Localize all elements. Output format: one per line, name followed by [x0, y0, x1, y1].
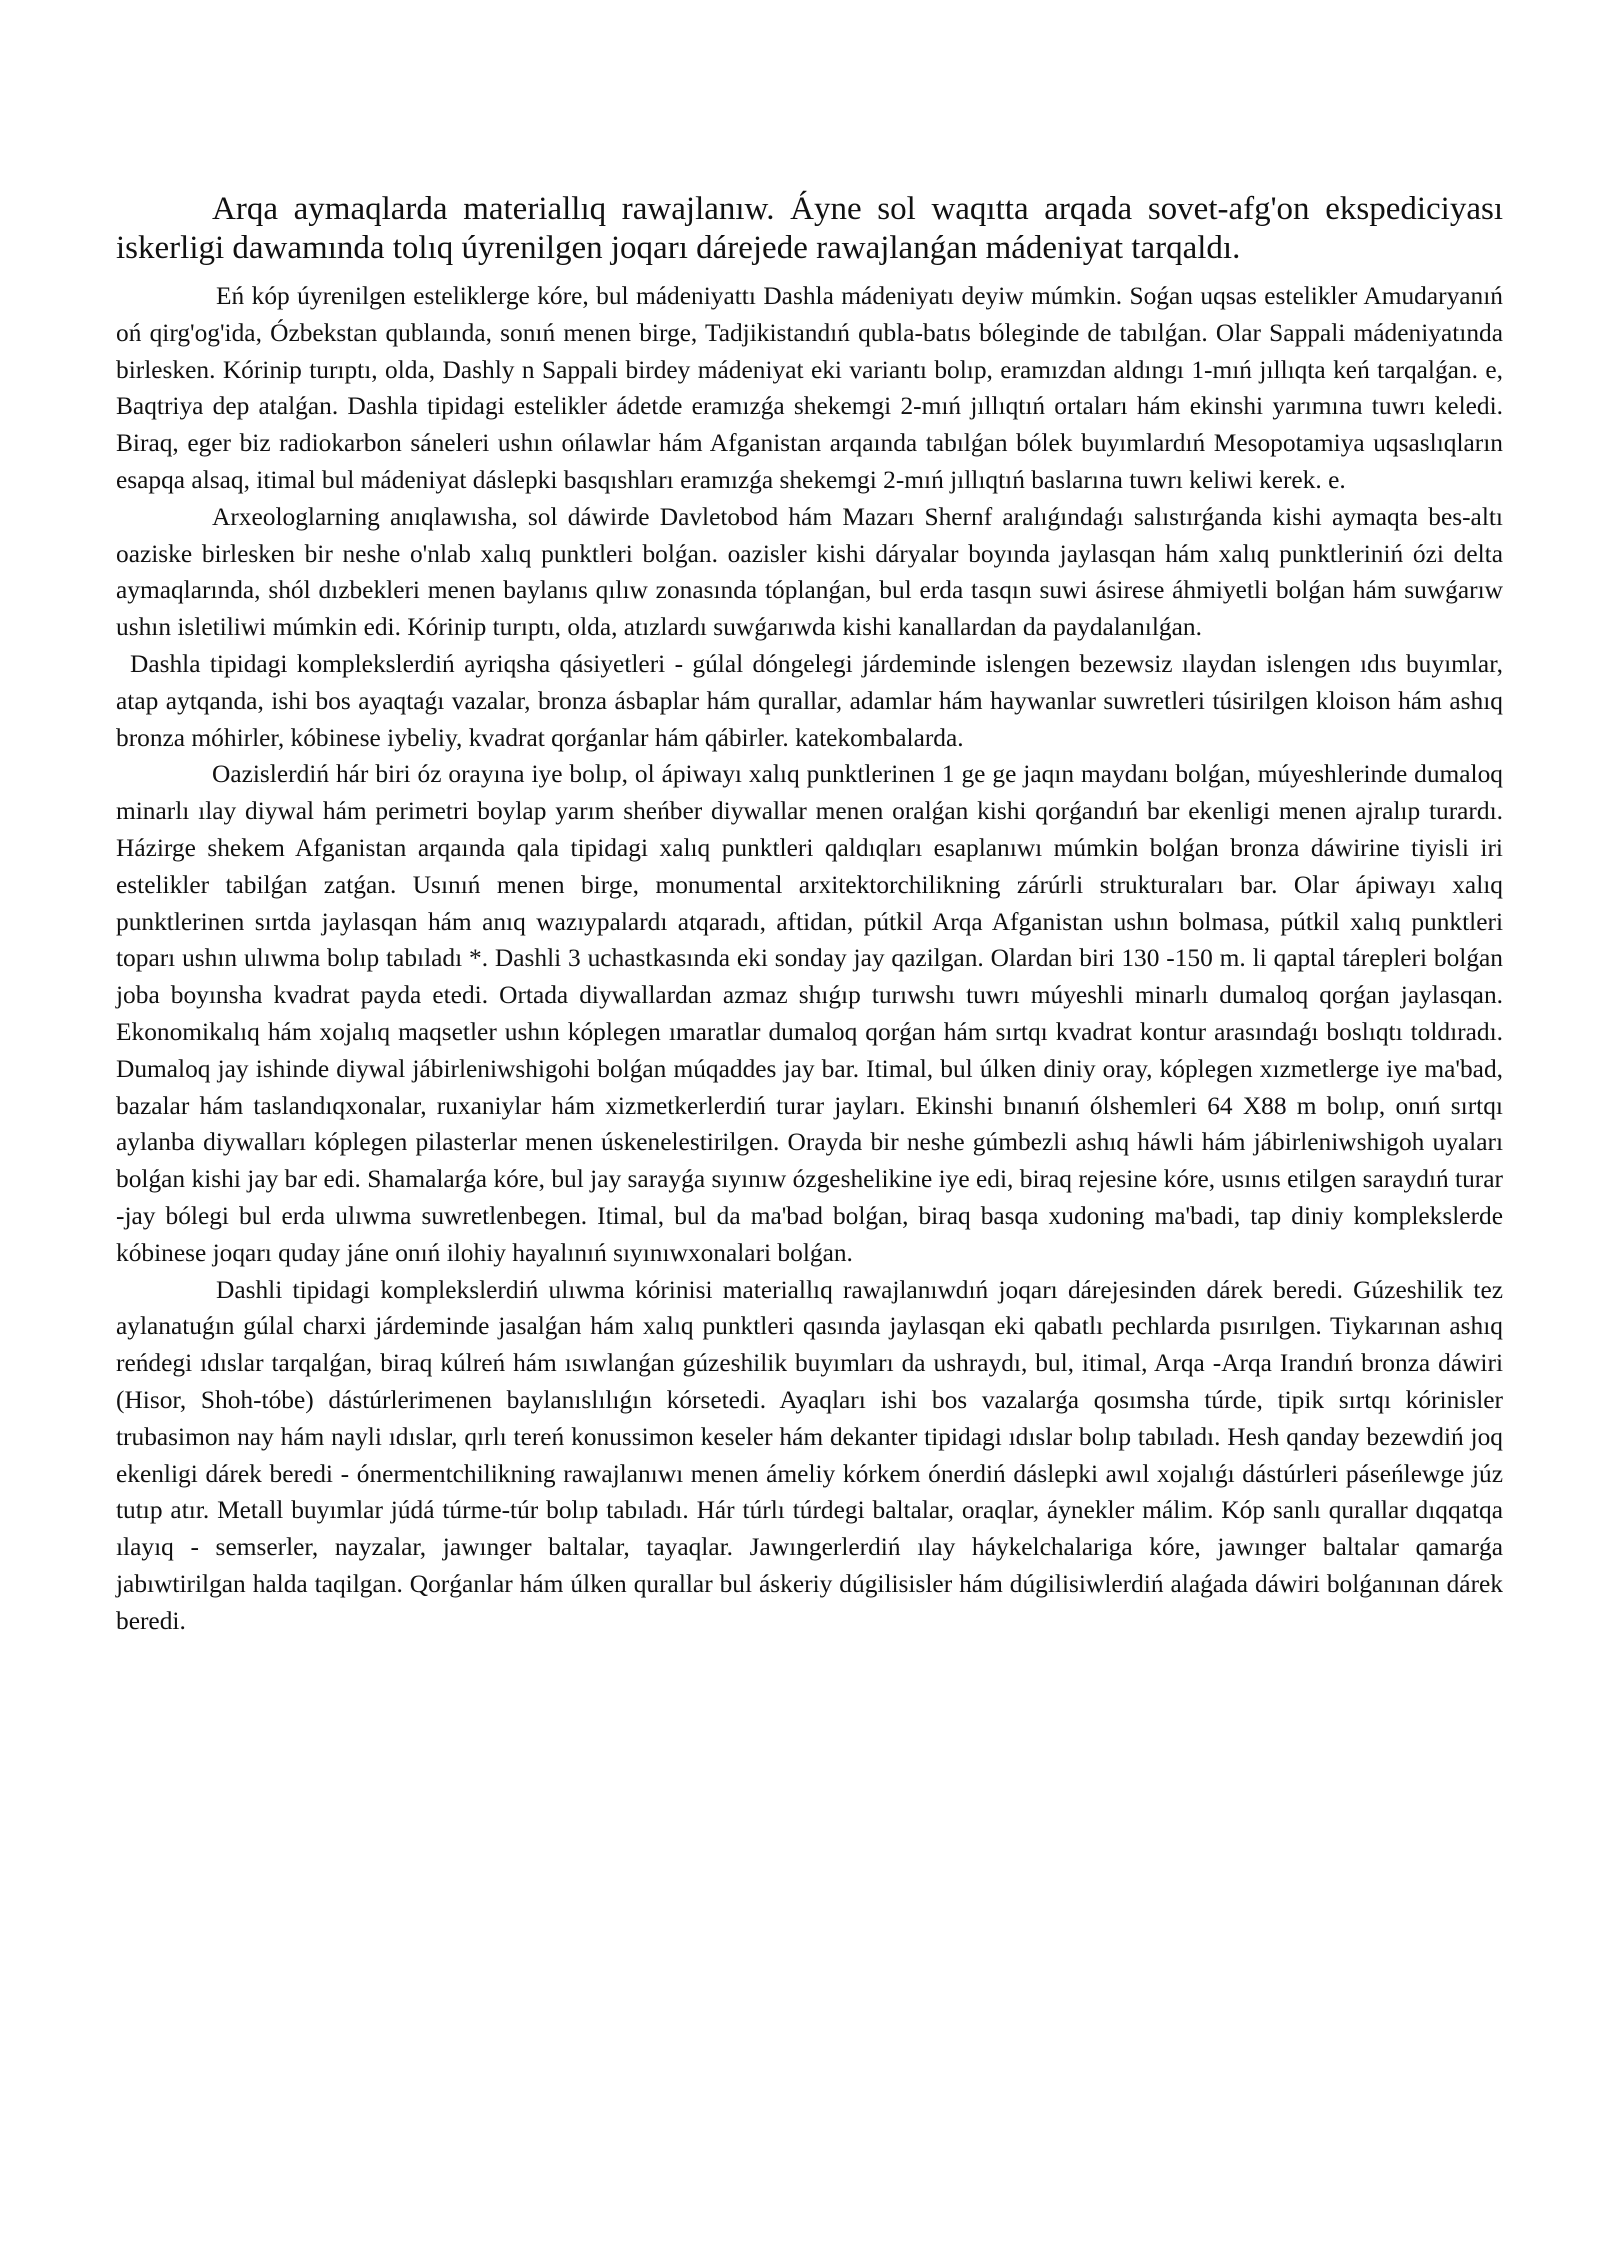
heading-paragraph: Arqa aymaqlarda materiallıq rawajlanıw. Áyne sol waqıtta arqada sovet-afg'on ekspediciyası iskerligi dawamında tolıq úyrenilgen joqarı dárejede rawajlanǵan mádeniyat tarqaldı. [116, 191, 1503, 266]
body-paragraph-general-view: Dashli tipidagi komplekslerdiń ulıwma kórinisi materiallıq rawajlanıwdıń joqarı dárejesinden dárek beredi. Gúzeshilik tez aylanatuǵın gúlal charxi járdeminde jasalǵan hám xalıq punktleri qasında jaylasqan eki qabatlı pechlarda pısırılgen. Tiykarınan ashıq reńdegi ıdıslar tarqalǵan, biraq kúlreń hám ısıwlanǵan gúzeshilik buyımları da ushraydı, bul, itimal, Arqa -Arqa Irandıń bronza dáwiri (Hisor, Shoh-tóbe) dástúrlerimenen baylanıslılıǵın kórsetedi. Ayaqları ishi bos vazalarǵa qosımsha túrde, tipik sırtqı kórinisler trubasimon nay hám nayli ıdıslar, qırlı tereń konussimon keseler hám dekanter tipidagi ıdıslar bolıp tabıladı. Hesh qanday bezewdiń joq ekenligi dárek beredi - ónermentchilikning rawajlanıwı menen ámeliy kórkem ónerdiń dáslepki awıl xojalıǵı dástúrleri páseńlewge júz tutıp atır. Metall buyımlar júdá túrme-túr bolıp tabıladı. Hár túrlı túrdegi baltalar, oraqlar, áynekler málim. Kóp sanlı qurallar dıqqatqa ılayıq - semserler, nayzalar, jawınger baltalar, tayaqlar. Jawıngerlerdiń ılay háykelchalariga kóre, jawınger baltalar qamarǵa jabıwtirilgan halda taqilgan. Qorǵanlar hám úlken qurallar bul áskeriy dúgilisisler hám dúgilisiwlerdiń alaǵada dáwiri bolǵanınan dárek beredi. [116, 1275, 1503, 1635]
document-page [116, 190, 1503, 1639]
body-paragraph-features: Dashla tipidagi komplekslerdiń ayriqsha qásiyetleri - gúlal dóngelegi járdeminde islengen bezewsiz ılaydan islengen ıdıs buyımlar, atap aytqanda, ishi bos ayaqtaǵı vazalar, bronza ásbaplar hám qurallar, adamlar hám haywanlar suwretleri túsirilgen kloison hám ashıq bronza móhirler, kóbinese iybeliy, kvadrat qorǵanlar hám qábirler. katekombalarda. [116, 649, 1503, 752]
body-paragraph-dashla-culture: Eń kóp úyrenilgen esteliklerge kóre, bul mádeniyattı Dashla mádeniyatı deyiw múmkin. Soǵan uqsas estelikler Amudaryanıń oń qirg'og'ida, Ózbekstan qublaında, sonıń menen birge, Tadjikistandıń qubla-batıs bóleginde de tabılǵan. Olar Sappali mádeniyatında birlesken. Kórinip turıptı, olda, Dashly n Sappali birdey mádeniyat eki variantı bolıp, eramızdan aldıngı 1-mıń jıllıqta keń tarqalǵan. e, Baqtriya dep atalǵan. Dashla tipidagi estelikler ádetde eramızǵa shekemgi 2-mıń jıllıqtıń ortaları hám ekinshi yarımına tuwrı keledi. Biraq, eger biz radiokarbon sáneleri ushın ońlawlar hám Afganistan arqaında tabılǵan bólek buyımlardıń Mesopotamiya uqsaslıqların esapqa alsaq, itimal bul mádeniyat dáslepki basqıshları eramızǵa shekemgi 2-mıń jıllıqtıń baslarına tuwrı keliwi kerek. e. [116, 282, 1503, 494]
body-paragraph-archaeologists: Arxeologlarning anıqlawısha, sol dáwirde Davletobod hám Mazarı Shernf aralıǵındaǵı salıstırǵanda kishi aymaqta bes-altı oaziske birlesken bir neshe o'nlab xalıq punktleri bolǵan. oazisler kishi dáryalar boyında jaylasqan hám xalıq punktleriniń ózi delta aymaqlarında, shól dızbekleri menen baylanıs qılıw zonasında tóplanǵan, bul erda tasqın suwi ásirese áhmiyetli bolǵan hám suwǵarıw ushın isletiliwi múmkin edi. Kórinip turıptı, olda, atızlardı suwǵarıwda kishi kanallardan da paydalanılǵan. [116, 502, 1503, 642]
body-paragraph-oases: Oazislerdiń hár biri óz orayına iye bolıp, ol ápiwayı xalıq punktlerinen 1 ge ge jaqın maydanı bolǵan, múyeshlerinde dumaloq minarlı ılay diywal hám perimetri boylap yarım sheńber diywallar menen oralǵan kishi qorǵandıń bar ekenligi menen ajralıp turardı. Házirge shekem Afganistan arqaında qala tipidagi xalıq punktleri qaldıqları esaplanıwı múmkin bolǵan bronza dáwirine tiyisli iri estelikler tabilǵan zatǵan. Usınıń menen birge, monumental arxitektorchilikning zárúrli strukturaları bar. Olar ápiwayı xalıq punktlerinen sırtda jaylasqan hám anıq wazıypalardı atqaradı, aftidan, pútkil Arqa Afganistan ushın bolmasa, pútkil xalıq punktleri toparı ushın ulıwma bolıp tabıladı *. Dashli 3 uchastkasında eki sonday jay qazilgan. Olardan biri 130 -150 m. li qaptal tárepleri bolǵan joba boyınsha kvadrat payda etedi. Ortada diywallardan azmaz shıǵıp turıwshı tuwrı múyeshli minarlı dumaloq qorǵan jaylasqan. Ekonomikalıq hám xojalıq maqsetler ushın kóplegen ımaratlar dumaloq qorǵan hám sırtqı kvadrat kontur arasındaǵı boslıqtı toldıradı. Dumaloq jay ishinde diywal jábirleniwshigohi bolǵan múqaddes jay bar. Itimal, bul úlken diniy oray, kóplegen xızmetlerge iye ma'bad, bazalar hám taslandıqxonalar, ruxaniylar hám xizmetkerlerdiń turar jayları. Ekinshi bınanıń ólshemleri 64 X88 m bolıp, onıń sırtqı aylanba diywalları kóplegen pilasterlar menen úskenelestirilgen. Orayda bir neshe gúmbezli ashıq háwli hám jábirleniwshigoh uyaları bolǵan kishi jay bar edi. Shamalarǵa kóre, bul jay sarayǵa sıyınıw ózgeshelikine iye edi, biraq rejesine kóre, usınıs etilgen saraydıń turar -jay bólegi bul erda ulıwma suwretlenbegen. Itimal, bul da ma'bad bolǵan, biraq basqa xudoning ma'badi, tap diniy komplekslerde kóbinese joqarı quday jáne onıń ilohiy hayalınıń sıyınıwxonalari bolǵan. [116, 760, 1503, 1267]
